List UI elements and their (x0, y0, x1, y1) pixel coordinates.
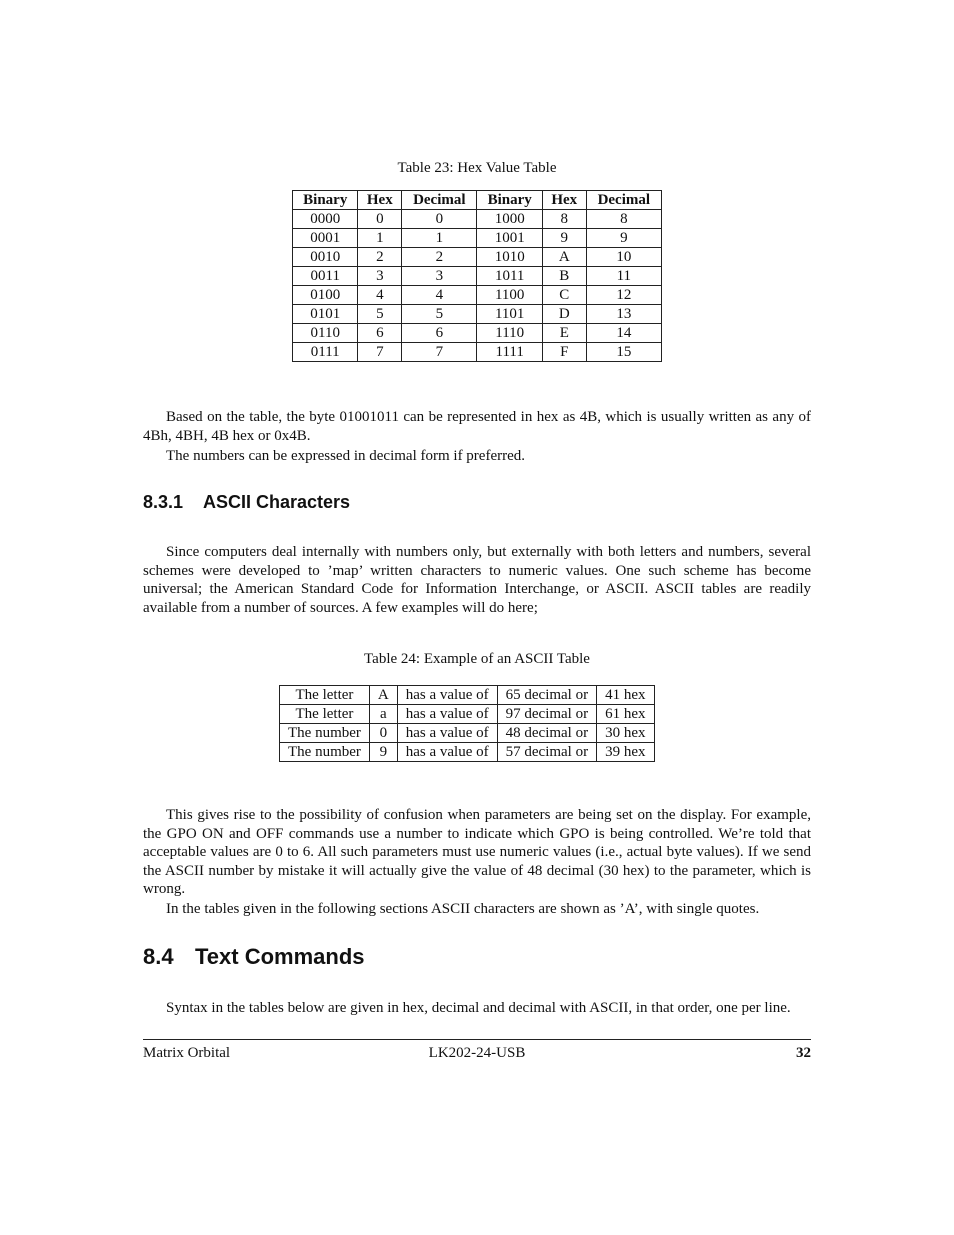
table-cell: The number (280, 724, 370, 743)
paragraph-confusion: This gives rise to the possibility of confusion when parameters are being set on the display. For example, the GPO ON and OFF commands use a number to indicate which GPO is being controlled. We’re told that acceptable values are 0 to 6. All such parameters must use numeric values (i.e., actual byte values). If we send the ASCII number by mistake it will actually give the value of 48 decimal (30 hex) to the parameter, which is wrong. (143, 807, 811, 898)
table-cell: 1101 (477, 305, 542, 324)
table-24-caption: Table 24: Example of an ASCII Table (364, 651, 590, 667)
table-row (293, 248, 662, 267)
hex-value-table (292, 190, 662, 362)
section-number: 8.4 (143, 944, 174, 969)
page-number: 32 (796, 1045, 811, 1061)
table-cell: 61 hex (597, 705, 654, 724)
table-cell: 5 (358, 305, 402, 324)
table-row (293, 210, 662, 229)
table-header-row (293, 191, 662, 210)
footer-product: LK202-24-USB (428, 1045, 526, 1061)
footer-rule (143, 1039, 811, 1040)
column-header: Decimal (402, 191, 477, 210)
table-cell: 1100 (477, 286, 542, 305)
section-title: ASCII Characters (203, 492, 351, 512)
table-row (293, 229, 662, 248)
table-row (293, 343, 662, 362)
table-row (280, 724, 655, 743)
table-cell: C (542, 286, 586, 305)
table-cell: 1000 (477, 210, 542, 229)
table-cell: 2 (358, 248, 402, 267)
table-cell: 1 (402, 229, 477, 248)
table-cell: The number (280, 743, 370, 762)
paragraph-syntax: Syntax in the tables below are given in hex, decimal and decimal with ASCII, in that order, one per line. (166, 1000, 791, 1016)
column-header: Hex (358, 191, 402, 210)
table-cell: 0101 (293, 305, 358, 324)
table-cell: 13 (586, 305, 661, 324)
table-cell: 1111 (477, 343, 542, 362)
table-cell: 1 (358, 229, 402, 248)
table-cell: 1010 (477, 248, 542, 267)
table-cell: has a value of (397, 724, 497, 743)
section-title: Text Commands (195, 944, 365, 969)
table-cell: 9 (542, 229, 586, 248)
ascii-example-table (279, 685, 655, 762)
table-cell: 0011 (293, 267, 358, 286)
table-cell: 1110 (477, 324, 542, 343)
paragraph-single-quotes: In the tables given in the following sections ASCII characters are shown as ’A’, with single quotes. (166, 901, 760, 917)
table-cell: 3 (402, 267, 477, 286)
table-cell: 0 (369, 724, 397, 743)
table-cell: A (369, 686, 397, 705)
table-cell: 4 (402, 286, 477, 305)
table-cell: 0000 (293, 210, 358, 229)
column-header: Hex (542, 191, 586, 210)
table-cell: The letter (280, 705, 370, 724)
table-cell: 0111 (293, 343, 358, 362)
table-cell: 48 decimal or (497, 724, 596, 743)
table-cell: 12 (586, 286, 661, 305)
table-cell: 0 (358, 210, 402, 229)
table-cell: 1001 (477, 229, 542, 248)
footer-company: Matrix Orbital (143, 1045, 231, 1061)
table-cell: E (542, 324, 586, 343)
table-cell: 4 (358, 286, 402, 305)
table-row (280, 743, 655, 762)
table-row (293, 324, 662, 343)
table-cell: 10 (586, 248, 661, 267)
table-cell: 6 (402, 324, 477, 343)
table-cell: A (542, 248, 586, 267)
table-cell: B (542, 267, 586, 286)
table-cell: 6 (358, 324, 402, 343)
paragraph-decimal-form: The numbers can be expressed in decimal form if preferred. (166, 448, 526, 464)
table-cell: 8 (542, 210, 586, 229)
table-cell: F (542, 343, 586, 362)
table-row (280, 705, 655, 724)
table-cell: a (369, 705, 397, 724)
table-cell: 3 (358, 267, 402, 286)
table-row (280, 686, 655, 705)
table-cell: 0110 (293, 324, 358, 343)
table-23-caption: Table 23: Hex Value Table (397, 160, 557, 176)
table-row (293, 286, 662, 305)
table-cell: 9 (369, 743, 397, 762)
column-header: Binary (293, 191, 358, 210)
table-cell: 97 decimal or (497, 705, 596, 724)
table-cell: 5 (402, 305, 477, 324)
table-cell: 0100 (293, 286, 358, 305)
table-cell: D (542, 305, 586, 324)
section-heading-ascii-characters (143, 492, 350, 513)
table-cell: 7 (402, 343, 477, 362)
table-cell: 65 decimal or (497, 686, 596, 705)
table-cell: 7 (358, 343, 402, 362)
table-cell: 41 hex (597, 686, 654, 705)
table-cell: The letter (280, 686, 370, 705)
table-cell: 57 decimal or (497, 743, 596, 762)
table-row (293, 267, 662, 286)
table-cell: 30 hex (597, 724, 654, 743)
paragraph-hex-representation: Based on the table, the byte 01001011 can be represented in hex as 4B, which is usually written as any of 4Bh, 4BH, 4B hex or 0x4B. (143, 409, 811, 444)
table-cell: 2 (402, 248, 477, 267)
table-cell: 14 (586, 324, 661, 343)
column-header: Decimal (586, 191, 661, 210)
table-cell: 9 (586, 229, 661, 248)
table-cell: 15 (586, 343, 661, 362)
table-cell: 1011 (477, 267, 542, 286)
table-cell: 0010 (293, 248, 358, 267)
table-cell: 39 hex (597, 743, 654, 762)
table-cell: 8 (586, 210, 661, 229)
table-cell: has a value of (397, 705, 497, 724)
section-number: 8.3.1 (143, 492, 184, 512)
table-cell: has a value of (397, 743, 497, 762)
table-cell: has a value of (397, 686, 497, 705)
paragraph-ascii-intro: Since computers deal internally with numbers only, but externally with both letters and numbers, several schemes were developed to ’map’ written characters to numeric values. One such scheme has become universal; the American Standard Code for Information Interchange, or ASCII. ASCII tables are readily available from a number of sources. A few examples will do here; (143, 544, 811, 616)
table-row (293, 305, 662, 324)
column-header: Binary (477, 191, 542, 210)
section-heading-text-commands (143, 944, 365, 970)
table-cell: 11 (586, 267, 661, 286)
table-cell: 0001 (293, 229, 358, 248)
table-cell: 0 (402, 210, 477, 229)
